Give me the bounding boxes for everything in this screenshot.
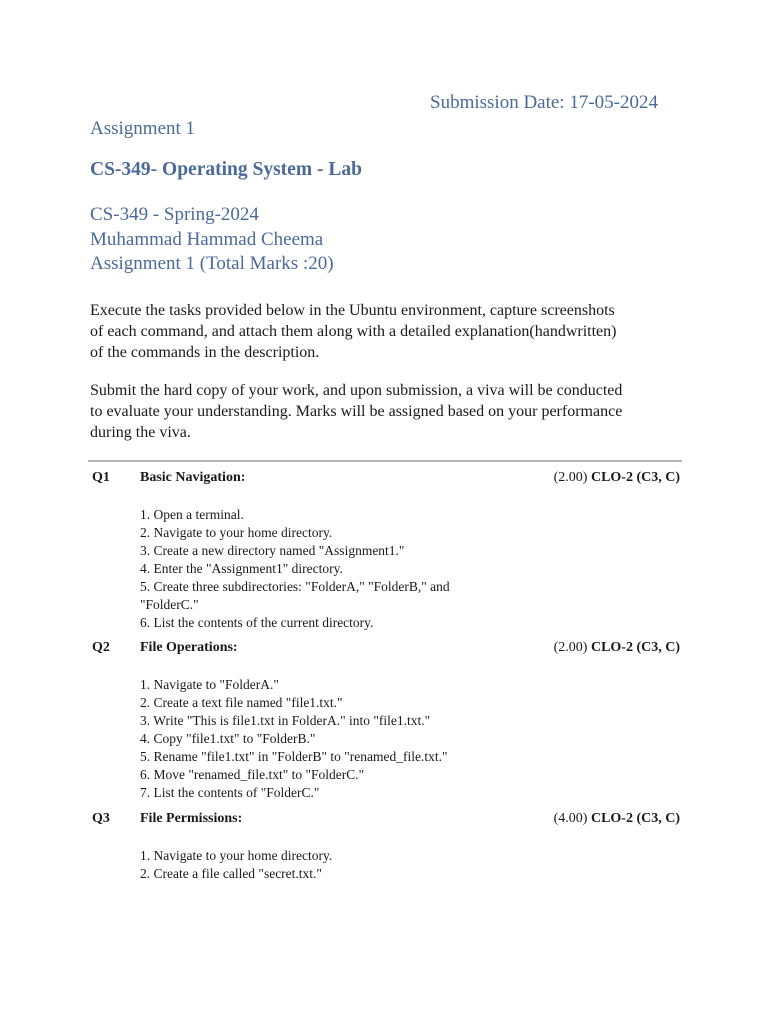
- step-item: 6. Move "renamed_file.txt" to "FolderC.": [140, 767, 365, 782]
- question-title: File Permissions:: [140, 811, 243, 826]
- step-item: 2. Create a file called "secret.txt.": [140, 866, 322, 881]
- step-item: 1. Open a terminal.: [140, 507, 244, 522]
- question-number: Q2: [92, 640, 110, 655]
- clo-label: CLO-2 (C3, C): [590, 470, 680, 485]
- step-item: 6. List the contents of the current directory.: [140, 615, 374, 630]
- step-item: 1. Navigate to your home directory.: [140, 848, 333, 863]
- course-meta: [90, 203, 334, 277]
- step-item: 2. Navigate to your home directory.: [140, 525, 333, 540]
- term-line: CS-349 - Spring-2024: [90, 204, 259, 225]
- assignment-marks-line: Assignment 1 (Total Marks :20): [90, 253, 334, 274]
- step-item: "FolderC.": [140, 597, 199, 612]
- section-divider: [88, 460, 682, 462]
- clo-label: CLO-2 (C3, C): [590, 640, 680, 655]
- instructor-line: Muhammad Hammad Cheema: [90, 228, 324, 250]
- paragraph-line: Execute the tasks provided below in the Ubuntu environment, capture screenshots: [90, 302, 615, 319]
- marks-value: (2.00): [553, 470, 588, 485]
- question-header-q1: [92, 470, 680, 488]
- question-steps-q2: [140, 676, 448, 802]
- question-title: Basic Navigation:: [140, 470, 246, 485]
- marks-value: (2.00): [553, 640, 588, 655]
- step-item: 4. Copy "file1.txt" to "FolderB.": [140, 731, 316, 746]
- question-header-q3: [92, 811, 680, 829]
- question-title: File Operations:: [140, 640, 238, 655]
- question-header-q2: [92, 640, 680, 658]
- question-marks: [554, 470, 680, 486]
- step-item: 4. Enter the "Assignment1" directory.: [140, 561, 343, 576]
- instructions-paragraph-1: [90, 300, 690, 363]
- question-steps-q3: [140, 847, 332, 883]
- assignment-label: Assignment 1: [90, 118, 196, 139]
- question-marks: [554, 811, 680, 827]
- step-item: 3. Create a new directory named "Assignment1.": [140, 543, 405, 558]
- paragraph-line: to evaluate your understanding. Marks will be assigned based on your performance: [90, 403, 623, 420]
- question-marks: [554, 640, 680, 656]
- submission-date: Submission Date: 17-05-2024: [430, 92, 658, 113]
- step-item: 5. Rename "file1.txt" in "FolderB" to "renamed_file.txt.": [140, 749, 448, 764]
- marks-value: (4.00): [553, 811, 588, 826]
- paragraph-line: during the viva.: [90, 424, 191, 441]
- step-item: 5. Create three subdirectories: "FolderA," "FolderB," and: [140, 579, 450, 594]
- step-item: 1. Navigate to "FolderA.": [140, 677, 279, 692]
- paragraph-line: Submit the hard copy of your work, and upon submission, a viva will be conducted: [90, 382, 623, 399]
- step-item: 7. List the contents of "FolderC.": [140, 785, 320, 800]
- course-title: CS-349- Operating System - Lab: [90, 159, 362, 180]
- question-steps-q1: [140, 506, 450, 632]
- step-item: 2. Create a text file named "file1.txt.": [140, 695, 343, 710]
- paragraph-line: of the commands in the description.: [90, 344, 320, 361]
- step-item: 3. Write "This is file1.txt in FolderA." into "file1.txt.": [140, 713, 431, 728]
- question-number: Q1: [92, 470, 110, 485]
- question-number: Q3: [92, 811, 110, 826]
- instructions-paragraph-2: [90, 380, 690, 443]
- paragraph-line: of each command, and attach them along with a detailed explanation(handwritten): [90, 323, 617, 340]
- clo-label: CLO-2 (C3, C): [590, 811, 680, 826]
